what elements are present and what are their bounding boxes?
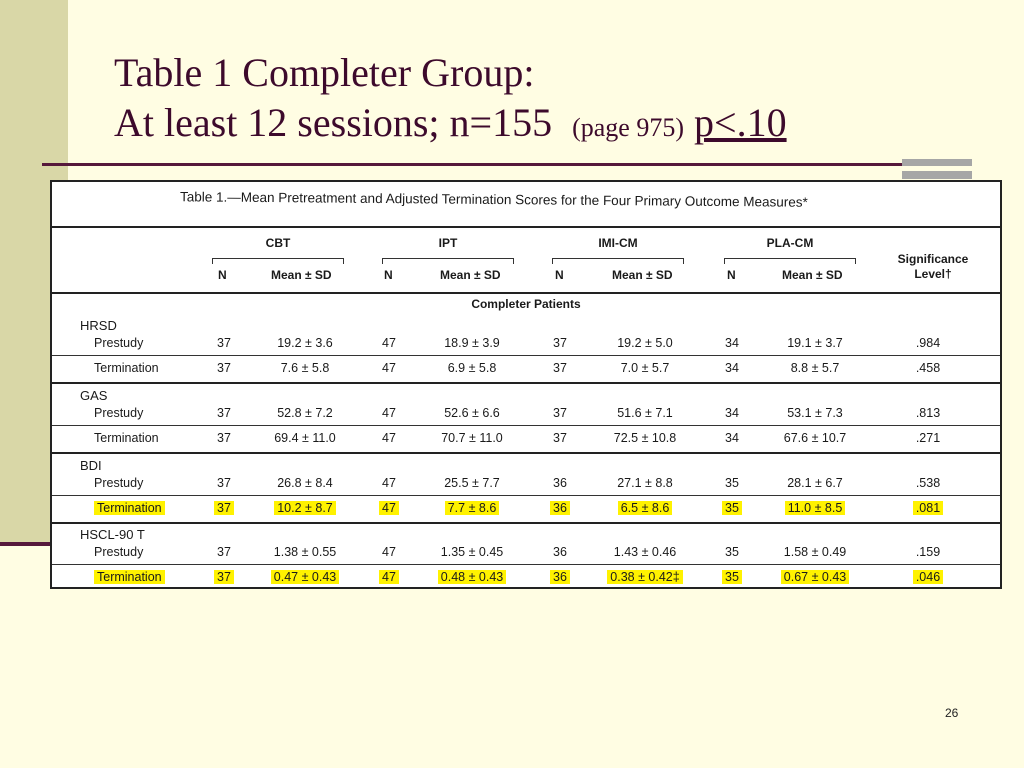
cell-value: 37 (217, 431, 231, 445)
row-label (94, 431, 159, 445)
cell-value: 11.0 ± 8.5 (785, 501, 846, 515)
cell-value: 34 (725, 361, 739, 375)
page-number: 26 (945, 706, 959, 720)
row-divider (52, 564, 1000, 565)
cell-value: 1.43 ± 0.46 (613, 545, 677, 559)
cell-value: 0.47 ± 0.43 (271, 570, 339, 584)
cell-value: 27.1 ± 8.8 (617, 476, 673, 490)
cell-value: .046 (913, 570, 943, 584)
cell-value: 26.8 ± 8.4 (277, 476, 333, 490)
row-label-text: Termination (94, 361, 159, 375)
scanned-table-image (50, 180, 1002, 589)
row-label-text: Termination (94, 570, 165, 584)
group-brace (212, 258, 344, 264)
table-caption: Table 1.—Mean Pretreatment and Adjusted Termination Scores for the Four Primary Outcome Measures* (179, 189, 808, 210)
row-divider (52, 425, 1000, 426)
row-label-text: Termination (94, 501, 165, 515)
cell-value: 36 (553, 545, 567, 559)
slide-title (114, 48, 787, 153)
table-cell (868, 361, 988, 375)
cell-value: 7.0 ± 5.7 (620, 361, 670, 375)
cell-value: 19.2 ± 5.0 (617, 336, 673, 350)
section-title: Completer Patients (471, 297, 581, 311)
cell-value: 28.1 ± 6.7 (787, 476, 843, 490)
row-label-text: Prestudy (94, 545, 144, 559)
table-cell (755, 545, 875, 559)
table-cell (755, 476, 875, 490)
measure-divider (52, 382, 1000, 384)
title-divider-gray-accent (902, 159, 972, 179)
table-cell (755, 570, 875, 584)
cell-value: 70.7 ± 11.0 (441, 431, 503, 445)
table-cell (868, 501, 988, 515)
row-label (94, 476, 143, 490)
left-accent-line (0, 542, 50, 546)
col-header-mean-sd: Mean ± SD (612, 268, 673, 282)
row-label (94, 336, 143, 350)
cell-value: 37 (217, 336, 231, 350)
title-line-2 (114, 98, 787, 153)
row-label (94, 545, 143, 559)
cell-value: 47 (379, 501, 399, 515)
cell-value: 37 (214, 501, 234, 515)
cell-value: 7.6 ± 5.8 (280, 361, 330, 375)
cell-value: 47 (382, 545, 396, 559)
row-label (94, 570, 165, 584)
cell-value: 36 (550, 570, 570, 584)
cell-value: 47 (382, 406, 396, 420)
p-value-threshold: p<.10 (694, 100, 787, 145)
cell-value: 6.9 ± 5.8 (447, 361, 497, 375)
cell-value: 37 (553, 431, 567, 445)
row-label-text: Prestudy (94, 336, 144, 350)
cell-value: 18.9 ± 3.9 (444, 336, 500, 350)
cell-value: 37 (553, 406, 567, 420)
cell-value: .159 (915, 545, 941, 559)
table-cell (755, 501, 875, 515)
significance-level-label: Level† (914, 267, 952, 281)
cell-value: 47 (382, 361, 396, 375)
cell-value: 19.1 ± 3.7 (787, 336, 843, 350)
cell-value: 37 (217, 476, 231, 490)
cell-value: 53.1 ± 7.3 (787, 406, 843, 420)
cell-value: 37 (217, 361, 231, 375)
row-label (94, 406, 143, 420)
cell-value: .271 (915, 431, 941, 445)
cell-value: .458 (915, 361, 941, 375)
table-cell (755, 431, 875, 445)
group-label: IMI-CM (598, 236, 638, 250)
measure-name: HRSD (80, 318, 117, 333)
table-cell (755, 361, 875, 375)
row-divider (52, 495, 1000, 496)
page-reference: (page 975) (572, 113, 685, 142)
cell-value: 37 (217, 406, 231, 420)
row-label-text: Prestudy (94, 406, 144, 420)
table-cell (755, 336, 875, 350)
table-cell (755, 406, 875, 420)
significance-label: Significance (897, 252, 969, 266)
group-label: IPT (438, 236, 458, 250)
group-header-cbt (212, 236, 344, 252)
title-line-1: Table 1 Completer Group: (114, 50, 535, 95)
col-header-significance (888, 252, 978, 282)
table-top-rule (52, 226, 1000, 228)
table-cell (868, 545, 988, 559)
cell-value: 8.8 ± 5.7 (790, 361, 840, 375)
group-brace (552, 258, 684, 264)
cell-value: 47 (382, 431, 396, 445)
cell-value: 19.2 ± 3.6 (277, 336, 333, 350)
cell-value: 47 (379, 570, 399, 584)
cell-value: 10.2 ± 8.7 (274, 501, 336, 515)
cell-value: 1.58 ± 0.49 (783, 545, 847, 559)
cell-value: 47 (382, 476, 396, 490)
measure-divider (52, 522, 1000, 524)
cell-value: 37 (214, 570, 234, 584)
col-header-mean-sd: Mean ± SD (440, 268, 501, 282)
row-label-text: Termination (94, 431, 159, 445)
group-header-imi-cm (552, 236, 684, 252)
measure-name: GAS (80, 388, 108, 403)
cell-value: 67.6 ± 10.7 (783, 431, 847, 445)
header-rule (52, 292, 1000, 294)
cell-value: 51.6 ± 7.1 (617, 406, 673, 420)
cell-value: 69.4 ± 11.0 (274, 431, 336, 445)
cell-value: 52.6 ± 6.6 (444, 406, 500, 420)
cell-value: 36 (550, 501, 570, 515)
table-cell (868, 406, 988, 420)
table-cell (868, 570, 988, 584)
col-header-n: N (218, 268, 227, 282)
cell-value: 7.7 ± 8.6 (445, 501, 500, 515)
cell-value: 47 (382, 336, 396, 350)
row-label (94, 361, 159, 375)
cell-value: 37 (553, 361, 567, 375)
cell-value: .984 (915, 336, 941, 350)
cell-value: 35 (725, 545, 739, 559)
group-header-ipt (382, 236, 514, 252)
col-header-mean-sd: Mean ± SD (271, 268, 332, 282)
measure-name: HSCL-90 T (80, 527, 145, 542)
table-cell (868, 431, 988, 445)
col-header-n: N (555, 268, 564, 282)
title-line-2-text: At least 12 sessions; n=155 (114, 100, 553, 145)
cell-value: 34 (725, 406, 739, 420)
cell-value: 6.5 ± 8.6 (618, 501, 673, 515)
cell-value: 1.38 ± 0.55 (273, 545, 337, 559)
cell-value: 25.5 ± 7.7 (444, 476, 500, 490)
cell-value: .081 (913, 501, 943, 515)
cell-value: 0.48 ± 0.43 (438, 570, 506, 584)
cell-value: 34 (725, 431, 739, 445)
cell-value: 35 (722, 570, 742, 584)
cell-value: 1.35 ± 0.45 (440, 545, 504, 559)
cell-value: 35 (725, 476, 739, 490)
title-divider (42, 163, 902, 166)
col-header-n: N (384, 268, 393, 282)
row-label-text: Prestudy (94, 476, 144, 490)
cell-value: .538 (915, 476, 941, 490)
cell-value: .813 (915, 406, 941, 420)
cell-value: 36 (553, 476, 567, 490)
table-cell (868, 476, 988, 490)
cell-value: 0.38 ± 0.42‡ (607, 570, 682, 584)
measure-divider (52, 452, 1000, 454)
cell-value: 37 (217, 545, 231, 559)
cell-value: 34 (725, 336, 739, 350)
group-label: CBT (265, 236, 291, 250)
group-brace (382, 258, 514, 264)
group-header-pla-cm (724, 236, 856, 252)
row-label (94, 501, 165, 515)
cell-value: 72.5 ± 10.8 (613, 431, 677, 445)
group-label: PLA-CM (766, 236, 814, 250)
col-header-mean-sd: Mean ± SD (782, 268, 843, 282)
cell-value: 37 (553, 336, 567, 350)
measure-name: BDI (80, 458, 102, 473)
row-divider (52, 355, 1000, 356)
table-cell (868, 336, 988, 350)
col-header-n: N (727, 268, 736, 282)
cell-value: 35 (722, 501, 742, 515)
group-brace (724, 258, 856, 264)
cell-value: 52.8 ± 7.2 (277, 406, 333, 420)
cell-value: 0.67 ± 0.43 (781, 570, 849, 584)
